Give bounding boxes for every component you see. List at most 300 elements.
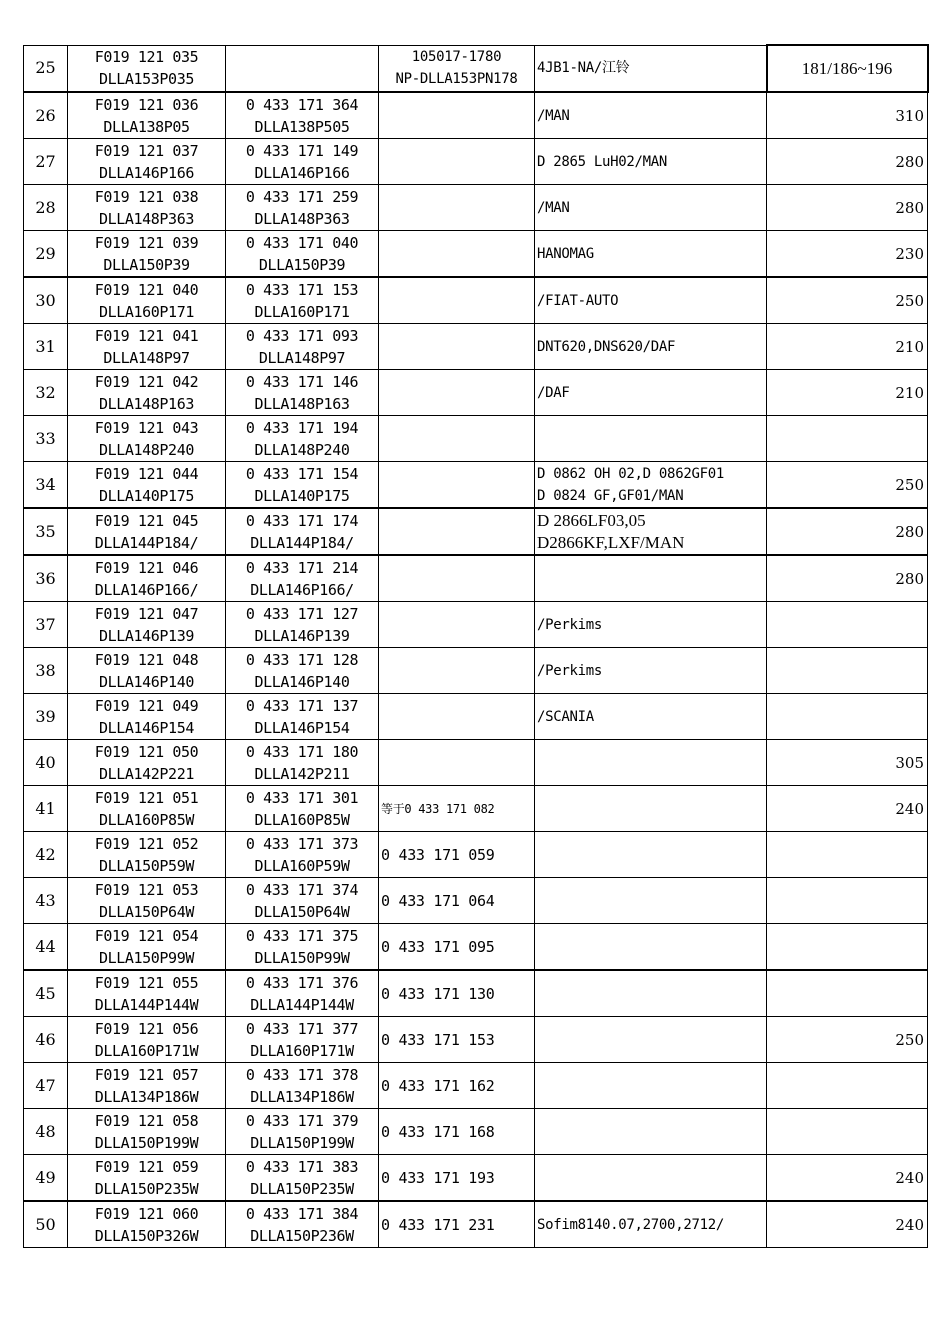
bosch-part-cell [226, 462, 379, 509]
row-number-cell [24, 555, 68, 602]
pressure-cell [767, 139, 928, 185]
row-number-cell-text: 44 [35, 936, 56, 956]
row-number-cell-text: 46 [35, 1029, 56, 1049]
application-cell-text: D 2866LF03,05 [537, 510, 646, 530]
pressure-cell [767, 277, 928, 324]
pressure-cell [767, 648, 928, 694]
bosch-part-cell-text: DLLA134P186W [250, 1087, 354, 1106]
row-number-cell-text: 37 [35, 614, 56, 634]
f019-part-cell [68, 324, 226, 370]
table-row [24, 740, 928, 786]
bosch-part-cell [226, 555, 379, 602]
bosch-part-cell-text: 0 433 171 040 [245, 233, 359, 252]
bosch-part-cell [226, 231, 379, 278]
f019-part-cell [68, 970, 226, 1017]
bosch-part-cell-text: 0 433 171 374 [245, 880, 359, 899]
row-number-cell-text: 42 [35, 844, 56, 864]
row-number-cell-text: 36 [35, 568, 56, 588]
f019-part-cell-text: F019 121 039 [94, 233, 199, 252]
bosch-part-cell [226, 1201, 379, 1248]
bosch-part-cell [226, 786, 379, 832]
f019-part-cell-text: DLLA146P166 [99, 163, 194, 182]
f019-part-cell-text: DLLA146P166/ [94, 580, 199, 599]
f019-part-cell-text: F019 121 052 [94, 834, 199, 853]
f019-part-cell-text: F019 121 037 [94, 141, 199, 160]
f019-part-cell-text: DLLA160P171W [94, 1041, 199, 1060]
pressure-cell-text: 280 [895, 522, 924, 541]
table-row [24, 508, 928, 555]
table-row [24, 878, 928, 924]
bosch-part-cell [226, 1155, 379, 1202]
pressure-cell [767, 602, 928, 648]
bosch-part-cell [226, 924, 379, 971]
pressure-cell [767, 878, 928, 924]
cross-reference-cell [379, 370, 535, 416]
f019-part-cell-text: F019 121 035 [94, 48, 199, 67]
f019-part-cell [68, 786, 226, 832]
pressure-cell [767, 45, 928, 92]
f019-part-cell [68, 1201, 226, 1248]
f019-part-cell-text: F019 121 049 [94, 696, 199, 715]
row-number-cell [24, 832, 68, 878]
application-cell-text: D 2865 LuH02/MAN [537, 153, 668, 170]
bosch-part-cell [226, 185, 379, 231]
row-number-cell-text: 26 [35, 105, 56, 125]
table-row [24, 45, 928, 92]
f019-part-cell [68, 924, 226, 971]
row-number-cell [24, 740, 68, 786]
table-row [24, 231, 928, 278]
pressure-cell-text: 230 [895, 244, 924, 263]
f019-part-cell-text: DLLA146P140 [99, 672, 194, 691]
table-row [24, 1109, 928, 1155]
bosch-part-cell [226, 602, 379, 648]
application-cell [535, 1017, 767, 1063]
row-number-cell-text: 48 [35, 1121, 56, 1141]
table-row [24, 1155, 928, 1202]
application-cell [535, 508, 767, 555]
f019-part-cell-text: F019 121 051 [94, 788, 199, 807]
bosch-part-cell-text: 0 433 171 154 [245, 464, 359, 483]
application-cell [535, 555, 767, 602]
f019-part-cell-text: F019 121 053 [94, 880, 199, 899]
pressure-cell [767, 1017, 928, 1063]
bosch-part-cell [226, 370, 379, 416]
f019-part-cell [68, 1155, 226, 1202]
bosch-part-cell [226, 1109, 379, 1155]
pressure-cell [767, 970, 928, 1017]
f019-part-cell-text: DLLA153P035 [99, 70, 194, 89]
row-number-cell [24, 45, 68, 92]
f019-part-cell [68, 832, 226, 878]
bosch-part-cell-text: DLLA150P199W [250, 1133, 354, 1152]
table-row [24, 324, 928, 370]
application-cell [535, 1201, 767, 1248]
row-number-cell [24, 508, 68, 555]
cross-reference-cell [379, 1063, 535, 1109]
row-number-cell-text: 38 [35, 660, 56, 680]
bosch-part-cell-text: 0 433 171 379 [245, 1111, 359, 1130]
pressure-cell [767, 1155, 928, 1202]
row-number-cell-text: 30 [35, 290, 56, 310]
table-row [24, 139, 928, 185]
cross-reference-cell [379, 416, 535, 462]
application-cell-text: D2866KF,LXF/MAN [537, 532, 685, 552]
f019-part-cell-text: DLLA140P175 [99, 486, 194, 505]
row-number-cell [24, 370, 68, 416]
pressure-cell-text: 240 [895, 1215, 924, 1234]
bosch-part-cell-text: DLLA160P85W [254, 810, 350, 829]
f019-part-cell-text: DLLA150P199W [94, 1133, 199, 1152]
row-number-cell-text: 41 [35, 798, 56, 818]
bosch-part-cell-text: DLLA148P240 [254, 440, 350, 459]
application-cell-text: /Perkims [537, 616, 603, 633]
row-number-cell-text: 47 [35, 1075, 56, 1095]
bosch-part-cell-text: 0 433 171 128 [245, 650, 359, 669]
bosch-part-cell [226, 878, 379, 924]
bosch-part-cell [226, 1017, 379, 1063]
application-cell-text: /FIAT-AUTO [537, 292, 619, 309]
row-number-cell [24, 462, 68, 509]
pressure-cell [767, 1109, 928, 1155]
f019-part-cell-text: DLLA148P97 [103, 348, 190, 367]
bosch-part-cell-text: DLLA160P171W [250, 1041, 354, 1060]
parts-table [23, 44, 929, 1248]
row-number-cell-text: 39 [35, 706, 56, 726]
application-cell [535, 92, 767, 139]
bosch-part-cell-text: DLLA138P505 [254, 117, 350, 136]
f019-part-cell [68, 1017, 226, 1063]
bosch-part-cell-text: DLLA146P166 [254, 163, 350, 182]
application-cell [535, 648, 767, 694]
cross-reference-cell-text: 0 433 171 168 [381, 1122, 495, 1141]
row-number-cell [24, 970, 68, 1017]
application-cell [535, 786, 767, 832]
cross-reference-cell-text: 0 433 171 064 [381, 891, 495, 910]
row-number-cell-text: 28 [35, 197, 56, 217]
bosch-part-cell-text: 0 433 171 194 [245, 418, 359, 437]
bosch-part-cell-text: DLLA150P236W [250, 1226, 354, 1245]
row-number-cell-text: 32 [35, 382, 56, 402]
application-cell-text: Sofim8140.07,2700,2712/ [537, 1216, 724, 1233]
f019-part-cell [68, 555, 226, 602]
cross-reference-cell-text: 0 433 171 231 [381, 1215, 495, 1234]
bosch-part-cell-text: 0 433 171 214 [245, 558, 359, 577]
application-cell-text: HANOMAG [537, 245, 594, 262]
f019-part-cell [68, 878, 226, 924]
application-cell [535, 231, 767, 278]
cross-reference-cell-text: 0 433 171 153 [381, 1030, 495, 1049]
f019-part-cell-text: DLLA148P240 [99, 440, 194, 459]
cross-reference-cell [379, 832, 535, 878]
cross-reference-cell-text: 等于0 433 171 082 [381, 801, 495, 816]
pressure-cell [767, 324, 928, 370]
f019-part-cell-text: F019 121 054 [94, 926, 199, 945]
row-number-cell-text: 49 [35, 1167, 56, 1187]
bosch-part-cell-text: DLLA160P59W [254, 856, 350, 875]
pressure-cell [767, 416, 928, 462]
application-cell [535, 45, 767, 92]
pressure-cell [767, 185, 928, 231]
table-row [24, 555, 928, 602]
application-cell [535, 277, 767, 324]
table-row [24, 786, 928, 832]
application-cell [535, 878, 767, 924]
cross-reference-cell [379, 231, 535, 278]
bosch-part-cell-text: DLLA150P99W [254, 948, 350, 967]
application-cell [535, 694, 767, 740]
pressure-cell [767, 832, 928, 878]
pressure-cell [767, 462, 928, 509]
f019-part-cell-text: DLLA134P186W [94, 1087, 199, 1106]
application-cell [535, 462, 767, 509]
application-cell-text: DNT620,DNS620/DAF [537, 338, 676, 355]
f019-part-cell-text: F019 121 040 [94, 280, 199, 299]
f019-part-cell-text: DLLA150P326W [94, 1226, 199, 1245]
row-number-cell-text: 33 [35, 428, 56, 448]
application-cell [535, 1155, 767, 1202]
cross-reference-cell [379, 324, 535, 370]
pressure-cell [767, 786, 928, 832]
pressure-cell-text: 310 [895, 106, 924, 125]
f019-part-cell [68, 45, 226, 92]
f019-part-cell [68, 648, 226, 694]
table-row [24, 832, 928, 878]
f019-part-cell [68, 92, 226, 139]
f019-part-cell-text: DLLA150P39 [103, 255, 190, 274]
pressure-cell-text: 210 [895, 383, 924, 402]
row-number-cell-text: 50 [35, 1214, 56, 1234]
table-row [24, 1063, 928, 1109]
cross-reference-cell-text: 0 433 171 095 [381, 937, 495, 956]
row-number-cell [24, 139, 68, 185]
bosch-part-cell-text: DLLA150P39 [258, 255, 346, 274]
table-row [24, 277, 928, 324]
bosch-part-cell [226, 832, 379, 878]
cross-reference-cell [379, 924, 535, 971]
pressure-cell-text: 250 [895, 1030, 924, 1049]
application-cell-text: /Perkims [537, 662, 603, 679]
cross-reference-cell [379, 185, 535, 231]
f019-part-cell [68, 370, 226, 416]
f019-part-cell [68, 602, 226, 648]
row-number-cell-text: 27 [35, 151, 56, 171]
bosch-part-cell-text: 0 433 171 149 [245, 141, 359, 160]
row-number-cell-text: 35 [35, 521, 56, 541]
application-cell-text: /DAF [537, 384, 570, 401]
bosch-part-cell-text: DLLA146P139 [254, 626, 350, 645]
f019-part-cell-text: DLLA150P59W [99, 856, 194, 875]
bosch-part-cell-text: 0 433 171 378 [245, 1065, 359, 1084]
bosch-part-cell-text: DLLA140P175 [254, 486, 350, 505]
f019-part-cell-text: F019 121 058 [94, 1111, 199, 1130]
cross-reference-cell [379, 786, 535, 832]
application-cell [535, 740, 767, 786]
bosch-part-cell [226, 740, 379, 786]
pressure-cell [767, 92, 928, 139]
bosch-part-cell-text: DLLA144P184/ [250, 533, 354, 552]
cross-reference-cell-text: 105017-1780 [411, 49, 502, 66]
cross-reference-cell [379, 462, 535, 509]
pressure-cell [767, 924, 928, 971]
pressure-cell-text: 210 [895, 337, 924, 356]
application-cell [535, 139, 767, 185]
bosch-part-cell [226, 277, 379, 324]
f019-part-cell-text: DLLA142P221 [99, 764, 194, 783]
application-cell [535, 370, 767, 416]
row-number-cell-text: 25 [35, 58, 56, 78]
application-cell-text: D 0862 OH 02,D 0862GF01 [537, 465, 724, 482]
table-row [24, 694, 928, 740]
cross-reference-cell [379, 277, 535, 324]
f019-part-cell [68, 1063, 226, 1109]
cross-reference-cell [379, 1155, 535, 1202]
row-number-cell [24, 92, 68, 139]
application-cell [535, 970, 767, 1017]
f019-part-cell-text: F019 121 056 [94, 1019, 199, 1038]
row-number-cell [24, 602, 68, 648]
f019-part-cell-text: F019 121 041 [94, 326, 199, 345]
f019-part-cell-text: F019 121 055 [94, 973, 199, 992]
cross-reference-cell [379, 602, 535, 648]
table-row [24, 648, 928, 694]
pressure-cell [767, 694, 928, 740]
row-number-cell-text: 40 [35, 752, 56, 772]
bosch-part-cell-text: 0 433 171 093 [245, 326, 359, 345]
bosch-part-cell-text: 0 433 171 376 [245, 973, 359, 992]
application-cell [535, 324, 767, 370]
cross-reference-cell-text: 0 433 171 130 [381, 984, 495, 1003]
bosch-part-cell-text: 0 433 171 127 [245, 604, 359, 623]
table-row [24, 602, 928, 648]
f019-part-cell [68, 740, 226, 786]
table-row [24, 92, 928, 139]
row-number-cell [24, 324, 68, 370]
application-cell [535, 1109, 767, 1155]
application-cell [535, 185, 767, 231]
f019-part-cell-text: F019 121 038 [94, 187, 199, 206]
application-cell [535, 416, 767, 462]
f019-part-cell-text: DLLA150P235W [94, 1179, 199, 1198]
cross-reference-cell [379, 878, 535, 924]
cross-reference-cell [379, 1017, 535, 1063]
bosch-part-cell [226, 970, 379, 1017]
f019-part-cell [68, 694, 226, 740]
bosch-part-cell [226, 648, 379, 694]
f019-part-cell-text: DLLA146P154 [99, 718, 194, 737]
cross-reference-cell [379, 740, 535, 786]
bosch-part-cell-text: DLLA150P235W [250, 1179, 354, 1198]
cross-reference-cell [379, 1201, 535, 1248]
application-cell-text: /MAN [537, 107, 570, 124]
pressure-cell [767, 740, 928, 786]
bosch-part-cell-text: 0 433 171 146 [245, 372, 359, 391]
application-cell [535, 832, 767, 878]
pressure-cell [767, 231, 928, 278]
pressure-cell [767, 1063, 928, 1109]
bosch-part-cell-text: DLLA144P144W [250, 995, 354, 1014]
cross-reference-cell-text: NP-DLLA153PN178 [395, 71, 518, 88]
pressure-cell-text: 280 [895, 569, 924, 588]
f019-part-cell [68, 508, 226, 555]
table-row [24, 185, 928, 231]
f019-part-cell [68, 185, 226, 231]
row-number-cell-text: 43 [35, 890, 56, 910]
pressure-cell-text: 305 [895, 753, 924, 772]
bosch-part-cell-text: 0 433 171 364 [245, 95, 359, 114]
bosch-part-cell-text: 0 433 171 174 [245, 511, 359, 530]
cross-reference-cell [379, 1109, 535, 1155]
application-cell-text: /SCANIA [537, 708, 594, 725]
row-number-cell [24, 694, 68, 740]
cross-reference-cell [379, 508, 535, 555]
f019-part-cell-text: F019 121 043 [94, 418, 199, 437]
row-number-cell [24, 648, 68, 694]
row-number-cell [24, 185, 68, 231]
cross-reference-cell-text: 0 433 171 193 [381, 1168, 495, 1187]
row-number-cell [24, 1109, 68, 1155]
row-number-cell [24, 786, 68, 832]
pressure-cell-text: 280 [895, 152, 924, 171]
f019-part-cell-text: DLLA160P85W [99, 810, 194, 829]
bosch-part-cell-text: 0 433 171 373 [245, 834, 359, 853]
f019-part-cell-text: DLLA150P99W [99, 948, 194, 967]
bosch-part-cell [226, 694, 379, 740]
f019-part-cell-text: DLLA150P64W [99, 902, 194, 921]
f019-part-cell-text: DLLA144P144W [94, 995, 199, 1014]
bosch-part-cell-text: DLLA142P211 [254, 764, 350, 783]
bosch-part-cell-text: DLLA148P163 [254, 394, 350, 413]
row-number-cell-text: 31 [35, 336, 56, 356]
f019-part-cell-text: F019 121 057 [94, 1065, 199, 1084]
application-cell-text: 4JB1-NA/江铃 [537, 60, 630, 77]
bosch-part-cell-text: DLLA146P140 [254, 672, 350, 691]
row-number-cell [24, 924, 68, 971]
f019-part-cell-text: F019 121 046 [94, 558, 199, 577]
bosch-part-cell-text: 0 433 171 377 [245, 1019, 359, 1038]
bosch-part-cell-text: DLLA150P64W [254, 902, 350, 921]
cross-reference-cell [379, 92, 535, 139]
bosch-part-cell-text: 0 433 171 301 [245, 788, 359, 807]
bosch-part-cell-text: DLLA160P171 [254, 302, 350, 321]
table-row [24, 1017, 928, 1063]
cross-reference-cell [379, 970, 535, 1017]
bosch-part-cell-text: 0 433 171 180 [245, 742, 359, 761]
bosch-part-cell-text: DLLA148P363 [254, 209, 350, 228]
bosch-part-cell [226, 416, 379, 462]
table-row [24, 370, 928, 416]
application-cell-text: D 0824 GF,GF01/MAN [537, 487, 684, 504]
row-number-cell [24, 416, 68, 462]
f019-part-cell [68, 231, 226, 278]
f019-part-cell [68, 416, 226, 462]
pressure-cell [767, 508, 928, 555]
f019-part-cell-text: DLLA138P05 [103, 117, 190, 136]
pressure-cell [767, 1201, 928, 1248]
bosch-part-cell [226, 324, 379, 370]
f019-part-cell-text: F019 121 045 [94, 511, 199, 530]
row-number-cell [24, 1017, 68, 1063]
bosch-part-cell [226, 92, 379, 139]
f019-part-cell-text: F019 121 044 [94, 464, 199, 483]
row-number-cell-text: 29 [35, 243, 56, 263]
bosch-part-cell-text: 0 433 171 137 [245, 696, 359, 715]
pressure-cell-text: 240 [895, 1168, 924, 1187]
application-cell [535, 924, 767, 971]
pressure-cell [767, 370, 928, 416]
row-number-cell [24, 231, 68, 278]
f019-part-cell-text: F019 121 042 [94, 372, 199, 391]
